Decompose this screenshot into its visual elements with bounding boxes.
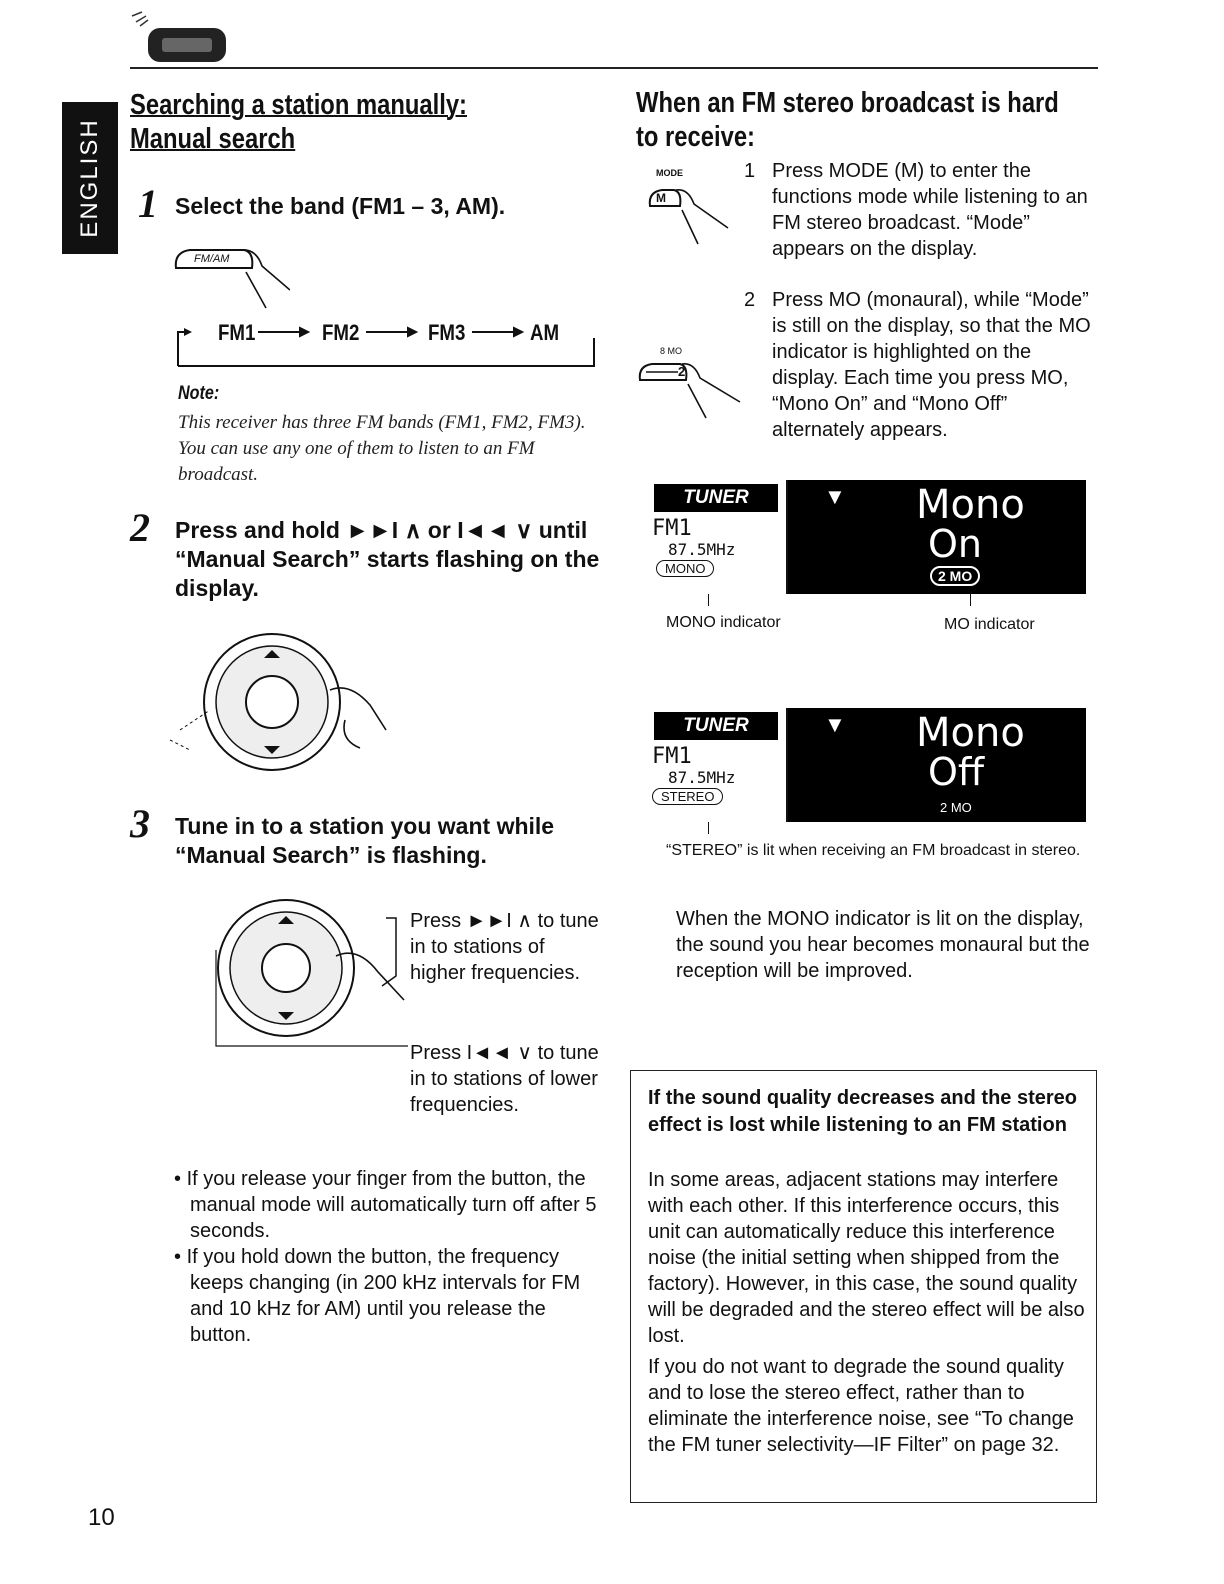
band-fm1: FM1 xyxy=(218,320,256,345)
note-label: Note: xyxy=(178,383,220,404)
display-mono-off xyxy=(648,708,1086,822)
bullet-item: • If you hold down the button, the frequency keeps changing (in 200 kHz intervals for FM and 10 kHz for AM) until you release the button. xyxy=(174,1246,581,1346)
down-arrow-icon: ▼ xyxy=(824,484,846,509)
language-tab-label: ENGLISH xyxy=(76,118,103,238)
header-rule xyxy=(130,67,1098,69)
step-3-number: 3 xyxy=(130,801,150,846)
bullet-item: • If you release your finger from the button, the manual mode will automatically turn off after 5 seconds. xyxy=(174,1168,597,1242)
heading-line-2: Manual search xyxy=(130,123,296,155)
freq-readout: 87.5MHz xyxy=(668,768,736,787)
right-step-1-text: Press MODE (M) to enter the functions mode while listening to an FM stereo broadcast. “Mode” appears on the display. xyxy=(772,160,1088,260)
step-2-number: 2 xyxy=(130,505,150,550)
right-step-1-number: 1 xyxy=(744,160,756,182)
press-higher-text: Press ►►I ∧ to tune in to stations of higher frequencies. xyxy=(410,910,599,984)
band-am: AM xyxy=(530,320,560,345)
mono-indicator-label: MONO indicator xyxy=(666,614,781,631)
mo-indicator-label: MO indicator xyxy=(944,616,1035,633)
language-tab xyxy=(62,102,118,254)
mo-indicator-leader xyxy=(970,594,971,606)
heading-line-1: Searching a station manually: xyxy=(130,89,467,121)
mo-indicator: 2 MO xyxy=(930,566,980,586)
mode-label: MODE xyxy=(656,168,683,178)
band-readout: FM1 xyxy=(652,744,692,769)
press-lower-text: Press I◄◄ ∨ to tune in to stations of lower frequencies. xyxy=(410,1042,599,1116)
mono-indicator-leader xyxy=(708,594,709,606)
info-box xyxy=(630,1070,1097,1503)
bullet-text: If you hold down the button, the frequency keeps changing (in 200 kHz intervals for FM and 10 kHz for AM) until you release the button. xyxy=(186,1246,581,1346)
fm-am-button-label: FM/AM xyxy=(194,253,230,265)
right-step-2-number: 2 xyxy=(744,289,756,311)
radio-mode-icon xyxy=(128,8,232,64)
display-left-panel xyxy=(648,708,788,822)
section-heading xyxy=(130,88,556,156)
band-fm2: FM2 xyxy=(322,320,360,345)
info-box-title: If the sound quality decreases and the stereo effect is lost while listening to an FM station xyxy=(648,1087,1078,1136)
display-big-line-2: On xyxy=(928,522,982,566)
stereo-indicator-leader xyxy=(708,822,709,834)
display-left-panel xyxy=(648,480,788,594)
display-big-line-1: Mono xyxy=(916,710,1025,756)
mono-indicator: MONO xyxy=(656,560,714,577)
tuner-badge: TUNER xyxy=(654,712,778,740)
mode-key: M xyxy=(656,191,666,205)
step-2-text: Press and hold ►►I ∧ or I◄◄ ∨ until “Manual Search” starts flashing on the display. xyxy=(175,517,600,601)
mo-key: 2 xyxy=(678,364,686,379)
display-mono-on xyxy=(648,480,1086,594)
stereo-caption: “STEREO” is lit when receiving an FM broadcast in stereo. xyxy=(666,842,1081,859)
fm-am-button-illustration xyxy=(170,240,290,310)
mo-indicator: 2 MO xyxy=(940,800,972,815)
tuner-badge: TUNER xyxy=(654,484,778,512)
page-number: 10 xyxy=(88,1504,115,1531)
band-fm3: FM3 xyxy=(428,320,466,345)
display-big-line-1: Mono xyxy=(916,482,1025,528)
right-heading: When an FM stereo broadcast is hard to receive: xyxy=(636,87,1059,153)
note-text: This receiver has three FM bands (FM1, FM2, FM3). You can use any one of them to listen to an FM broadcast. xyxy=(178,412,586,485)
mo-button-illustration xyxy=(636,356,746,426)
down-arrow-icon: ▼ xyxy=(824,712,846,737)
info-box-text-1: In some areas, adjacent stations may interfere with each other. If this interference occurs, this unit can automatically reduce this interference noise (the initial setting when shipped from the factory). However, in this case, the sound quality will be degraded and the stereo effect will be also lost. xyxy=(648,1169,1085,1347)
info-box-text-2: If you do not want to degrade the sound quality and to lose the stereo effect, rather than to eliminate the interference noise, see “To change the FM tuner selectivity—IF Filter” on page 32. xyxy=(648,1356,1074,1456)
mono-explanation: When the MONO indicator is lit on the display, the sound you hear becomes monaural but the reception will be improved. xyxy=(676,908,1090,982)
step-1-text: Select the band (FM1 – 3, AM). xyxy=(175,193,506,219)
freq-readout: 87.5MHz xyxy=(668,540,736,559)
stereo-indicator: STEREO xyxy=(652,788,723,805)
display-big-line-2: Off xyxy=(928,750,985,794)
step-1-number: 1 xyxy=(138,181,158,226)
bullet-text: If you release your finger from the button, the manual mode will automatically turn off after 5 seconds. xyxy=(186,1168,597,1242)
right-step-2-text: Press MO (monaural), while “Mode” is still on the display, so that the MO indicator is highlighted on the display. Each time you press MO, “Mono On” and “Mono Off” alternately appears. xyxy=(772,289,1091,441)
band-readout: FM1 xyxy=(652,516,692,541)
display-right-panel xyxy=(788,480,1086,594)
tuning-dial-illustration xyxy=(196,896,411,1051)
step-3-text: Tune in to a station you want while “Manual Search” is flashing. xyxy=(175,813,555,868)
bullet-list xyxy=(174,1166,604,1348)
mo-label: 8 MO xyxy=(660,346,683,356)
display-right-panel xyxy=(788,708,1086,822)
control-dial-illustration xyxy=(160,630,390,780)
